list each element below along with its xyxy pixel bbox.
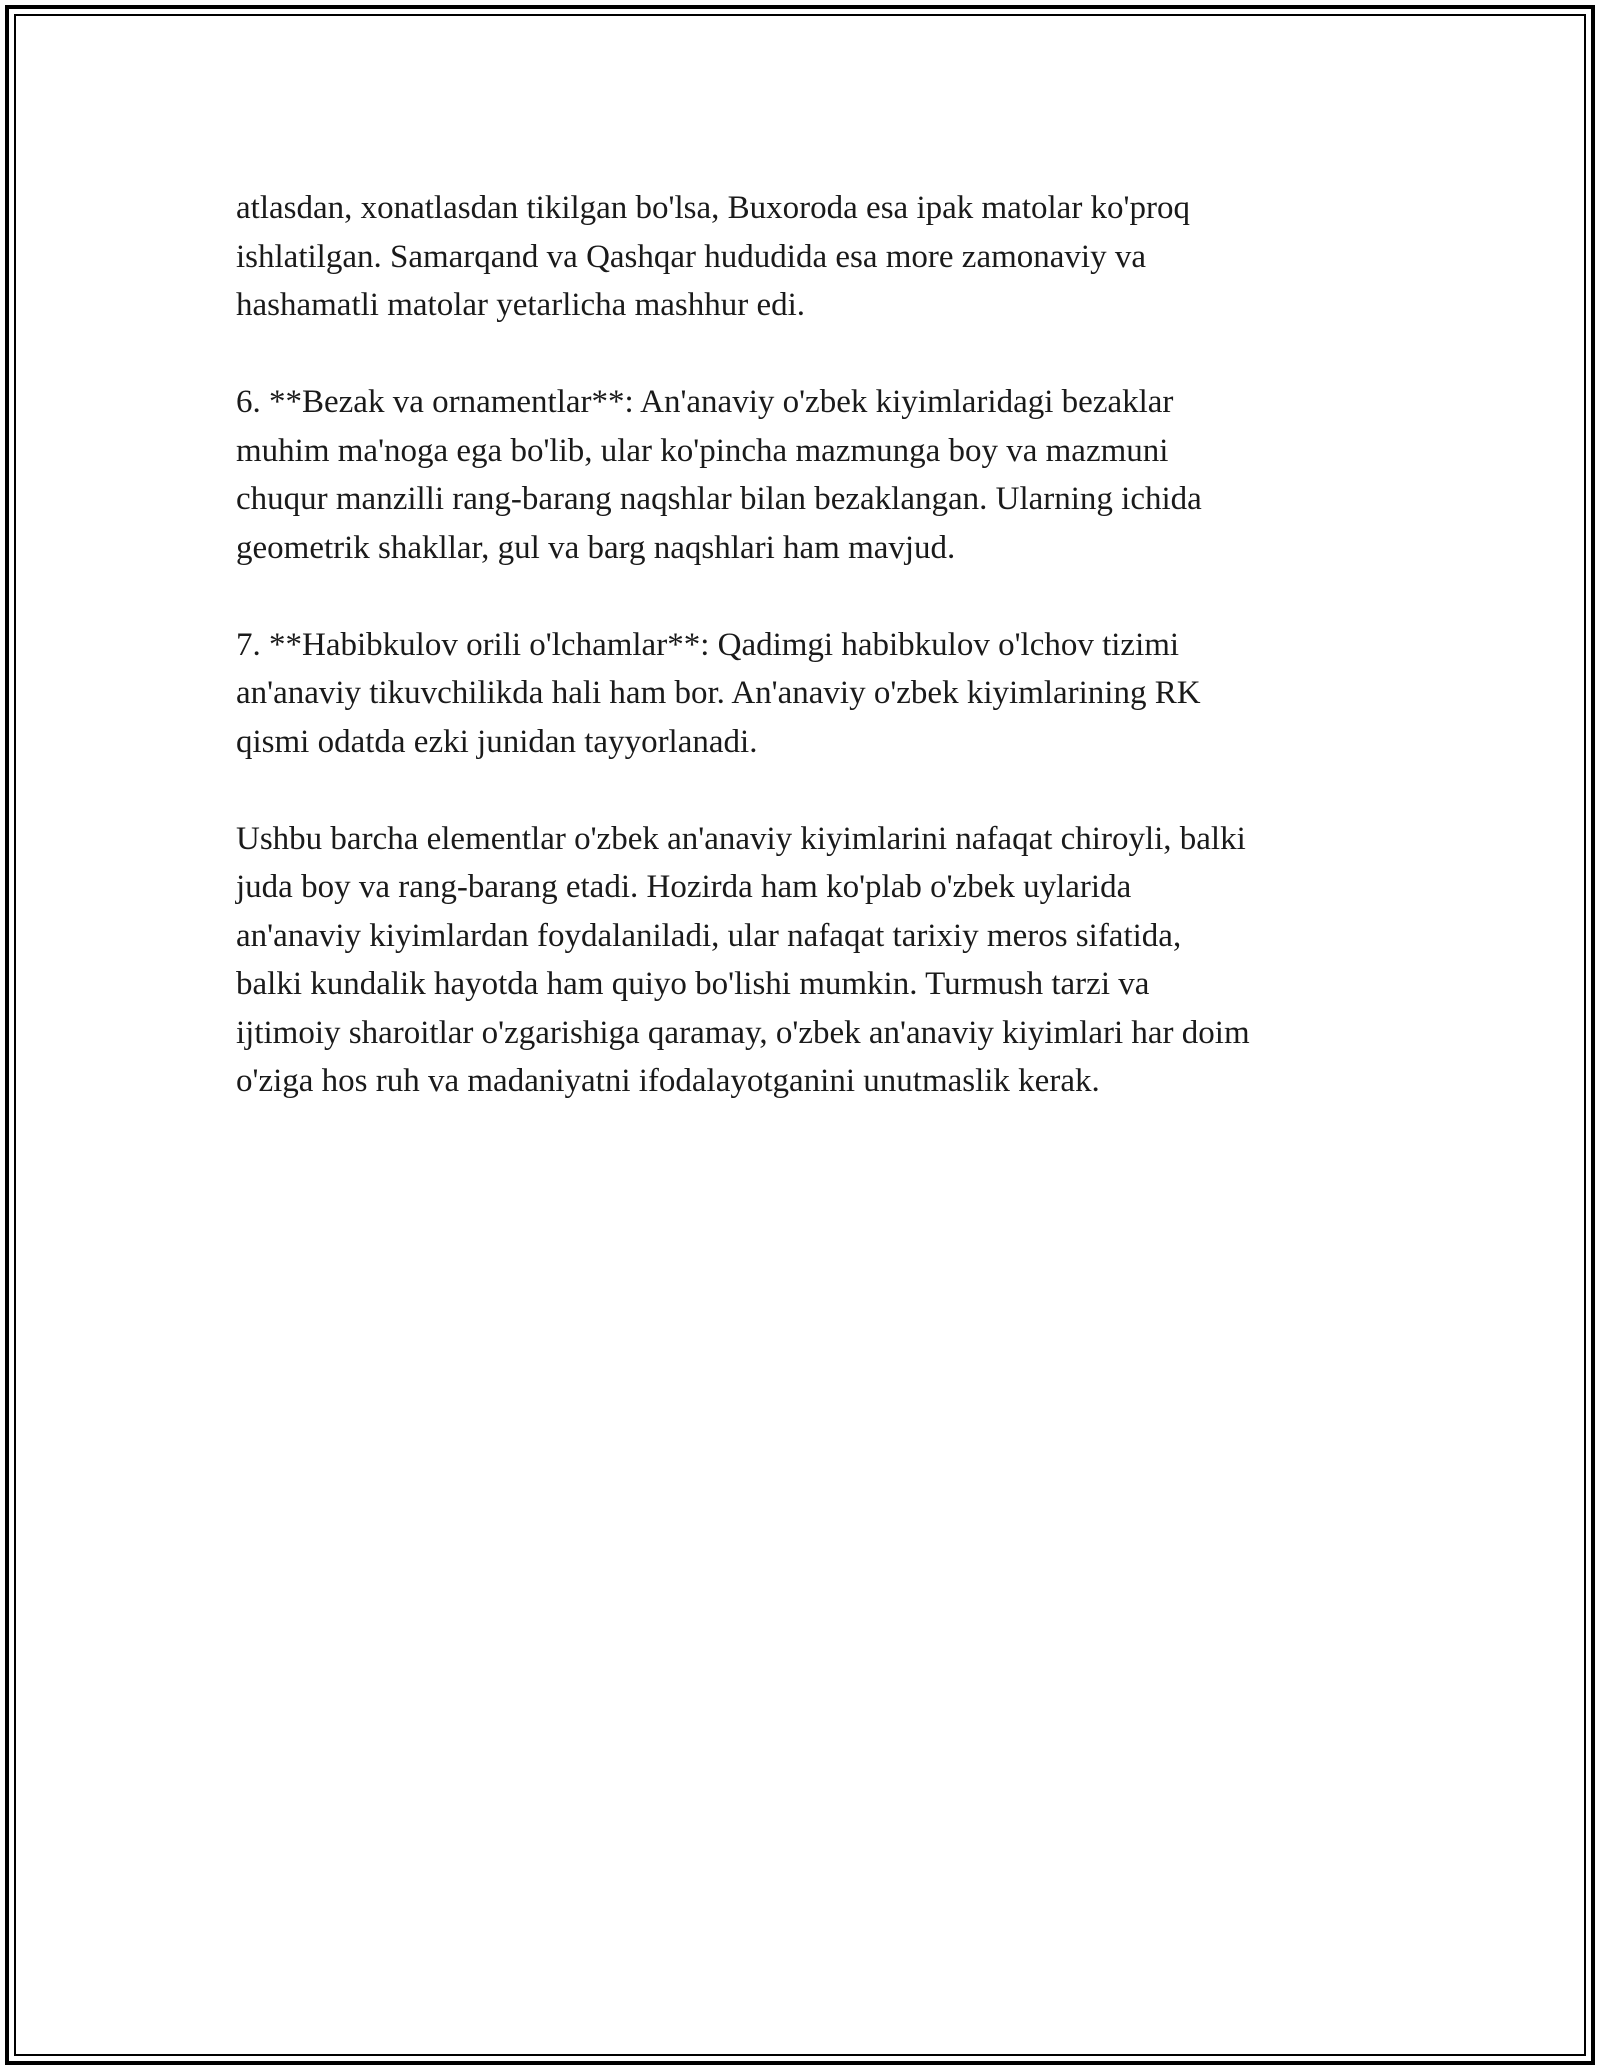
paragraph-conclusion: Ushbu barcha elementlar o'zbek an'anaviy kiyimlarini nafaqat chiroyli, balki juda boy va rang-barang etadi. Hozirda ham ko'plab o'zbek uylarida an'anaviy kiyimlardan foydalaniladi, ular nafaqat tarixiy meros sifatida, balki kundalik hayotda ham quiyo bo'lishi mumkin. Turmush tarzi va ijtimoiy sharoitlar o'zgarishiga qaramay, o'zbek an'anaviy kiyimlari har doim o'ziga hos ruh va madaniyatni ifodalayotganini unutmaslik kerak. [236, 820, 1250, 1099]
paragraph-ornaments: 6. **Bezak va ornamentlar**: An'anaviy o'zbek kiyimlaridagi bezaklar muhim ma'noga ega bo'lib, ular ko'pincha mazmunga boy va mazmuni chuqur manzilli rang-barang naqshlar bilan bezaklangan. Ularning ichida geometrik shakllar, gul va barg naqshlari ham mavjud. [236, 384, 1202, 566]
document-body [236, 184, 1386, 1154]
paragraph-materials-continued: atlasdan, xonatlasdan tikilgan bo'lsa, Buxoroda esa ipak matolar ko'proq ishlatilgan. Samarqand va Qashqar hududida esa more zamonaviy va hashamatli matolar yetarlicha mashhur edi. [236, 190, 1190, 323]
paragraph-measurements: 7. **Habibkulov orili o'lchamlar**: Qadimgi habibkulov o'lchov tizimi an'anaviy tikuvchilikda hali ham bor. An'anaviy o'zbek kiyimlarining RK qismi odatda ezki junidan tayyorlanadi. [236, 626, 1201, 760]
